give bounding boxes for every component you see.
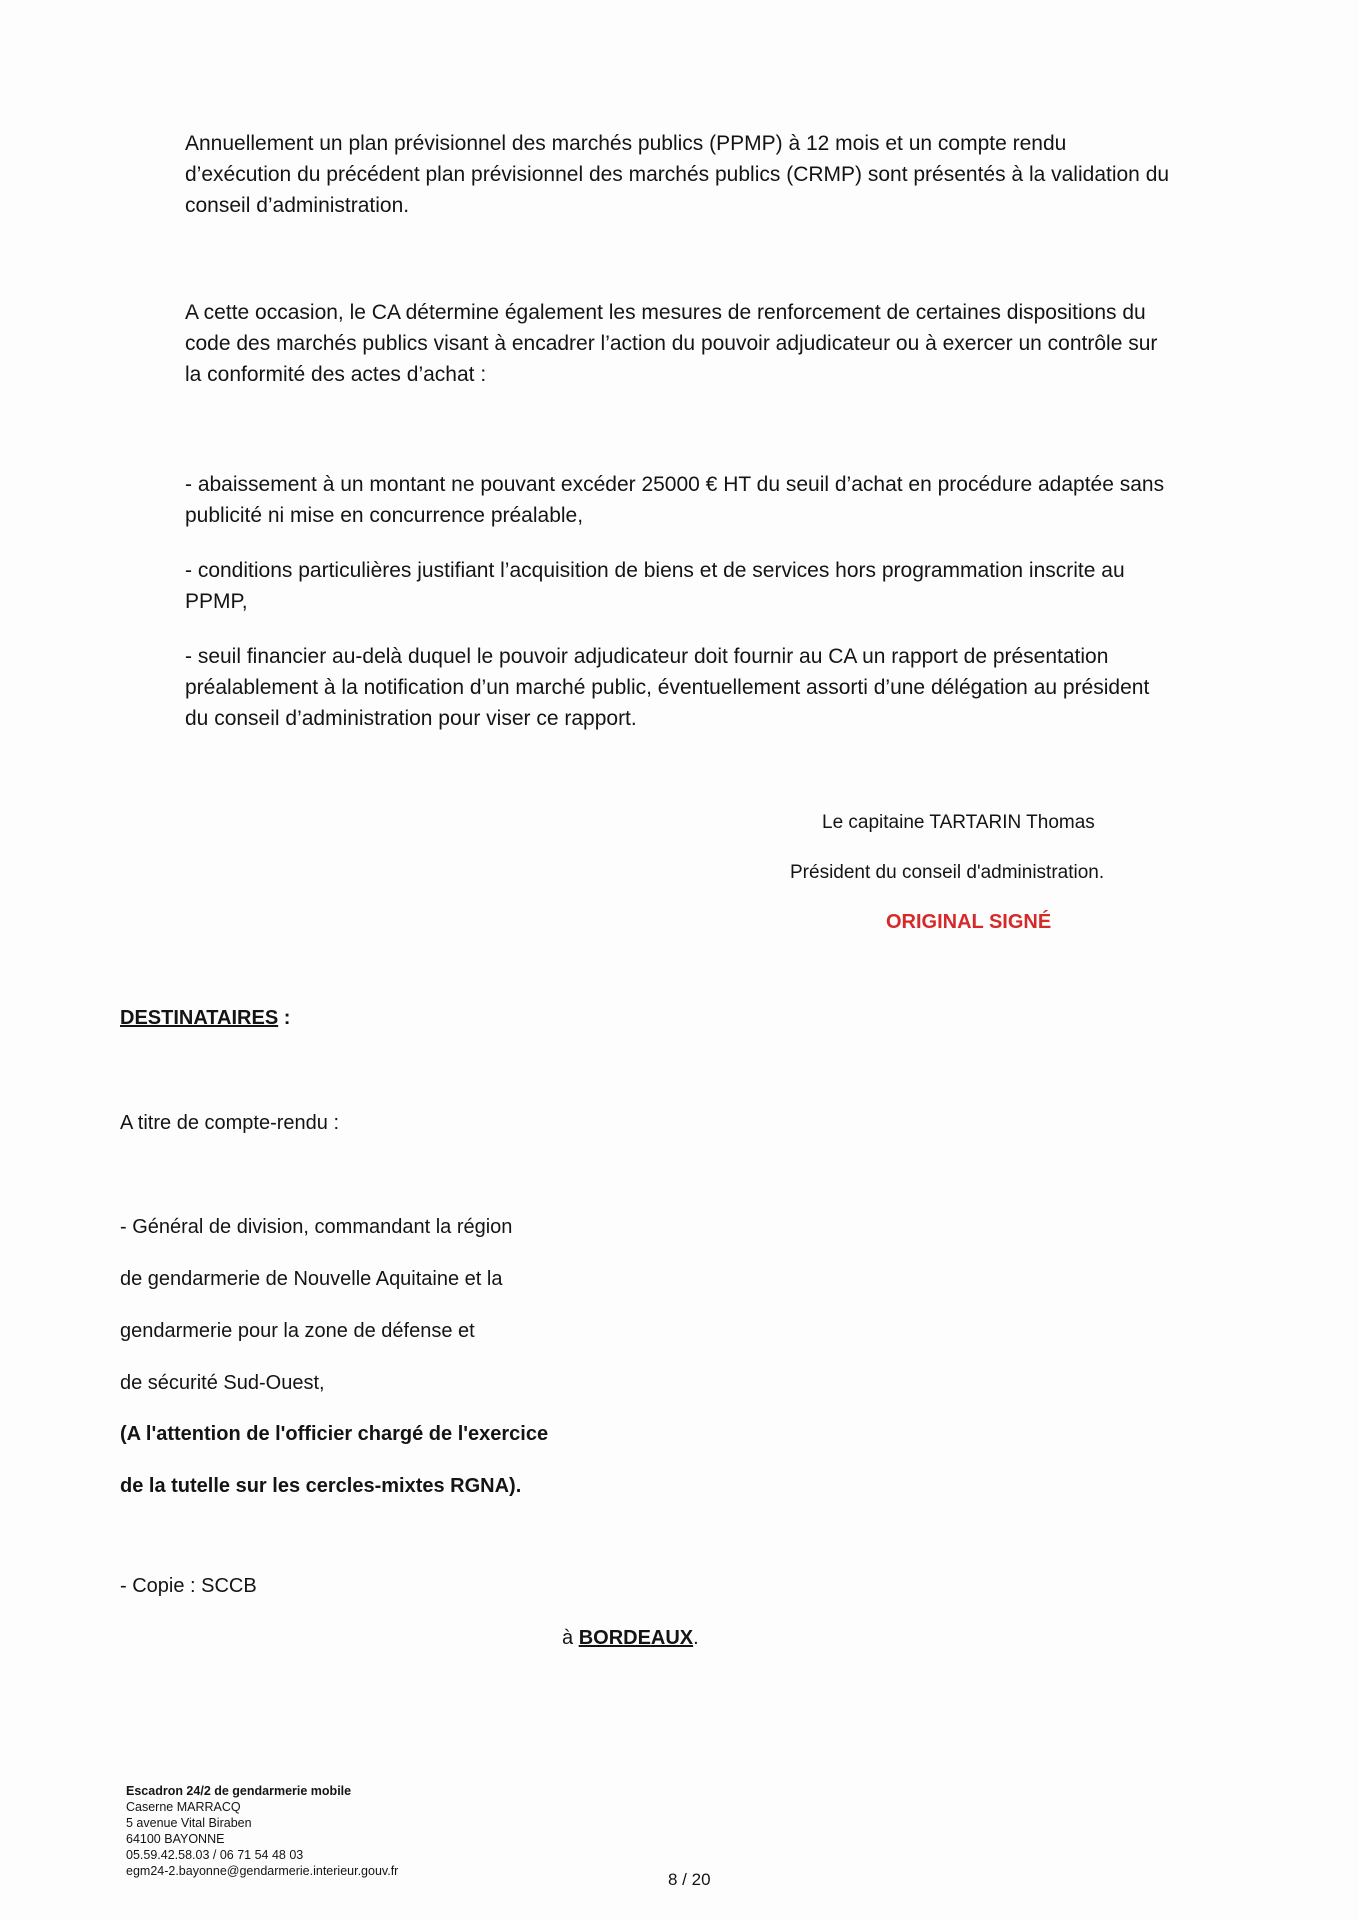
signatory-role: Président du conseil d'administration. xyxy=(790,862,1105,883)
text-line: préalablement à la notification d’un marché public, éventuellement assorti d’une délégation au président xyxy=(185,676,1150,699)
signed-stamp: ORIGINAL SIGNÉ xyxy=(886,911,1052,933)
text-line: PPMP, xyxy=(185,590,248,613)
recipient-line: de gendarmerie de Nouvelle Aquitaine et la xyxy=(120,1268,503,1290)
text-line: d’exécution du précédent plan prévisionnel des marchés publics (CRMP) sont présentés à la validation du xyxy=(185,163,1170,186)
recipient-line: gendarmerie pour la zone de défense et xyxy=(120,1320,475,1342)
text-line: A cette occasion, le CA détermine également les mesures de renforcement de certaines dispositions du xyxy=(185,301,1146,324)
paragraph-ppmp xyxy=(185,128,1253,221)
footer-email: egm24-2.bayonne@gendarmerie.interieur.gouv.fr xyxy=(126,1864,399,1878)
recipients-suffix: : xyxy=(278,1007,291,1029)
text-line: - seuil financier au-delà duquel le pouvoir adjudicateur doit fournir au CA un rapport de présentation xyxy=(185,645,1109,668)
destination-city xyxy=(562,1627,699,1650)
paragraph-threshold xyxy=(185,469,1253,531)
recipients-intro: A titre de compte-rendu : xyxy=(120,1112,340,1134)
text-line: du conseil d’administration pour viser ce rapport. xyxy=(185,707,637,730)
city-suffix: . xyxy=(693,1627,699,1649)
footer-address xyxy=(126,1783,398,1879)
recipient-line: de sécurité Sud-Ouest, xyxy=(120,1372,325,1394)
recipient-attention-line: (A l'attention de l'officier chargé de l'exercice xyxy=(120,1423,549,1445)
paragraph-conditions xyxy=(185,555,1253,617)
text-line: conseil d’administration. xyxy=(185,194,410,217)
text-line: code des marchés publics visant à encadrer l’action du pouvoir adjudicateur ou à exercer un contrôle sur xyxy=(185,332,1158,355)
city-prefix: à xyxy=(562,1627,579,1649)
city-name: BORDEAUX xyxy=(578,1627,694,1649)
footer-line: Caserne MARRACQ xyxy=(126,1800,241,1814)
footer-unit: Escadron 24/2 de gendarmerie mobile xyxy=(126,1784,352,1798)
signatory-name: Le capitaine TARTARIN Thomas xyxy=(822,812,1095,833)
recipients-title: DESTINATAIRES xyxy=(120,1007,279,1029)
recipients-heading xyxy=(120,1007,290,1030)
paragraph-financial-threshold xyxy=(185,641,1253,734)
text-line: - conditions particulières justifiant l’acquisition de biens et de services hors programmation inscrite au xyxy=(185,559,1125,582)
copy-line: - Copie : SCCB xyxy=(120,1575,257,1597)
recipient-line: - Général de division, commandant la région xyxy=(120,1216,513,1238)
recipient-attention-line: de la tutelle sur les cercles-mixtes RGNA). xyxy=(120,1475,522,1497)
footer-line: 64100 BAYONNE xyxy=(126,1832,225,1846)
text-line: - abaissement à un montant ne pouvant excéder 25000 € HT du seuil d’achat en procédure adaptée sans xyxy=(185,473,1165,496)
footer-line: 05.59.42.58.03 / 06 71 54 48 03 xyxy=(126,1848,304,1862)
page-number: 8 / 20 xyxy=(668,1870,711,1889)
text-line: Annuellement un plan prévisionnel des marchés publics (PPMP) à 12 mois et un compte rendu xyxy=(185,132,1067,155)
footer-line: 5 avenue Vital Biraben xyxy=(126,1816,252,1830)
text-line: la conformité des actes d’achat : xyxy=(185,363,487,386)
paragraph-ca-measures xyxy=(185,297,1253,390)
text-line: publicité ni mise en concurrence préalable, xyxy=(185,504,584,527)
